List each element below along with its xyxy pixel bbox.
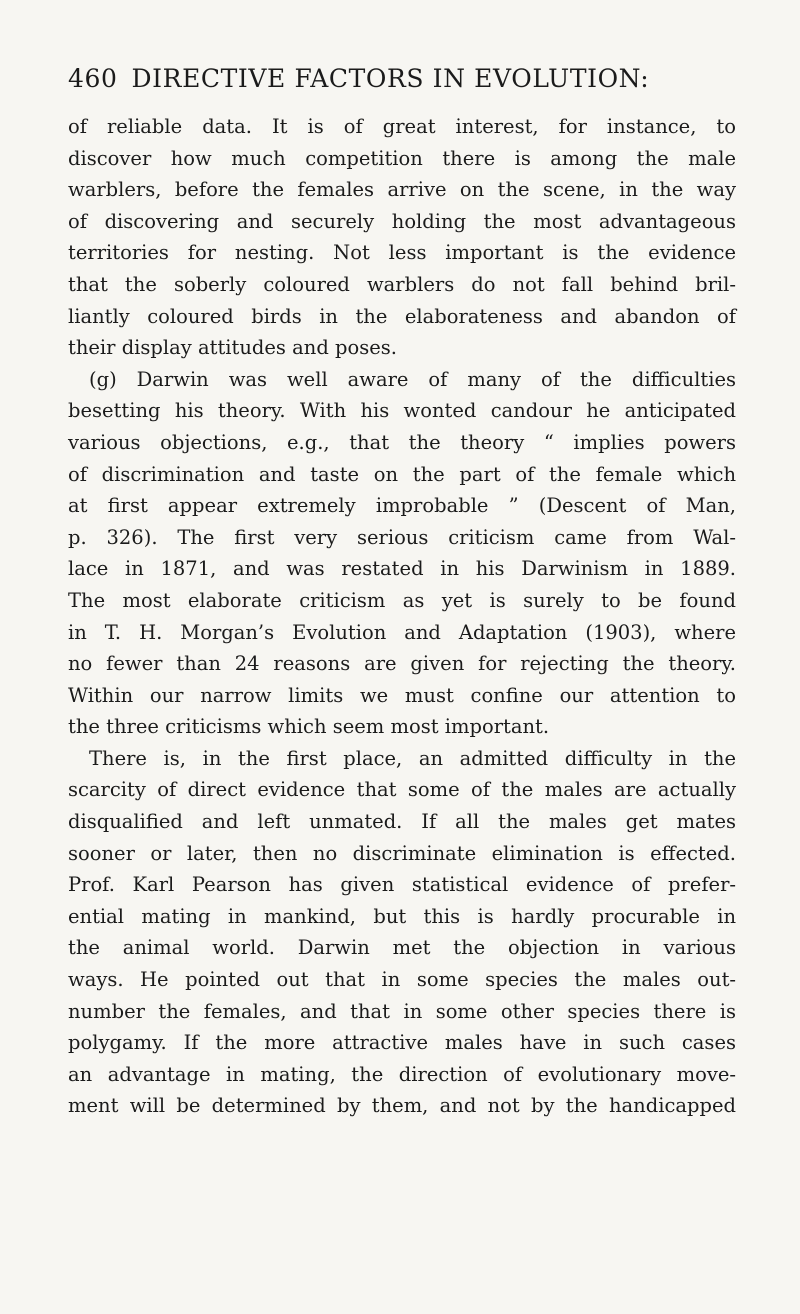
text-line: There is, in the first place, an admitted difficulty in the (89, 746, 736, 770)
text-line: various objections, e.g., that the theory “ implies powers (68, 430, 736, 454)
text-line: scarcity of direct evidence that some of the males are actually (68, 778, 736, 802)
text-line: in T. H. Morgan’s Evolution and Adaptation (1903), where (68, 620, 736, 644)
text-line: an advantage in mating, the direction of evolutionary move- (68, 1062, 736, 1086)
text-line: The most elaborate criticism as yet is surely to be found (68, 588, 736, 612)
text-line: the animal world. Darwin met the objection in various (68, 936, 736, 960)
body-text (68, 111, 736, 1122)
text-line: of discovering and securely holding the most advantageous (68, 209, 736, 233)
text-line: ential mating in mankind, but this is hardly procurable in (68, 904, 736, 928)
text-line: number the females, and that in some other species there is (68, 999, 736, 1023)
text-line: liantly coloured birds in the elaborateness and abandon of (68, 304, 736, 328)
text-line: of reliable data. It is of great interest, for instance, to (68, 115, 736, 138)
text-line: Within our narrow limits we must confine our attention to (68, 683, 736, 707)
text-line: polygamy. If the more attractive males have in such cases (68, 1031, 736, 1055)
text-line: ways. He pointed out that in some species the males out- (68, 968, 736, 992)
text-line: disqualified and left unmated. If all the males get mates (68, 810, 736, 834)
page-number: 460 (68, 64, 118, 93)
text-line: lace in 1871, and was restated in his Darwinism in 1889. (68, 557, 736, 581)
text-line: (g) Darwin was well aware of many of the difficulties (89, 367, 736, 391)
text-line: ment will be determined by them, and not by the handicapped (68, 1094, 736, 1118)
text-line: that the soberly coloured warblers do not fall behind bril- (68, 272, 736, 296)
text-line: at first appear extremely improbable ” (Descent of Man, (68, 494, 736, 518)
running-title: DIRECTIVE FACTORS IN EVOLUTION: (131, 64, 650, 93)
text-line: besetting his theory. With his wonted candour he anticipated (68, 399, 736, 423)
text-line: warblers, before the females arrive on the scene, in the way (68, 178, 736, 202)
text-line: of discrimination and taste on the part of the female which (68, 462, 736, 486)
text-line: territories for nesting. Not less important is the evidence (68, 241, 736, 265)
text-line: no fewer than 24 reasons are given for rejecting the theory. (68, 652, 736, 676)
text-line: the three criticisms which seem most important. (68, 715, 550, 739)
text-line: their display attitudes and poses. (68, 336, 397, 360)
text-line: sooner or later, then no discriminate elimination is effected. (68, 841, 736, 865)
text-line: discover how much competition there is among the male (68, 146, 736, 170)
running-header (68, 64, 649, 93)
text-line: Prof. Karl Pearson has given statistical evidence of prefer- (68, 873, 736, 897)
text-line: p. 326). The first very serious criticism came from Wal- (68, 525, 736, 549)
